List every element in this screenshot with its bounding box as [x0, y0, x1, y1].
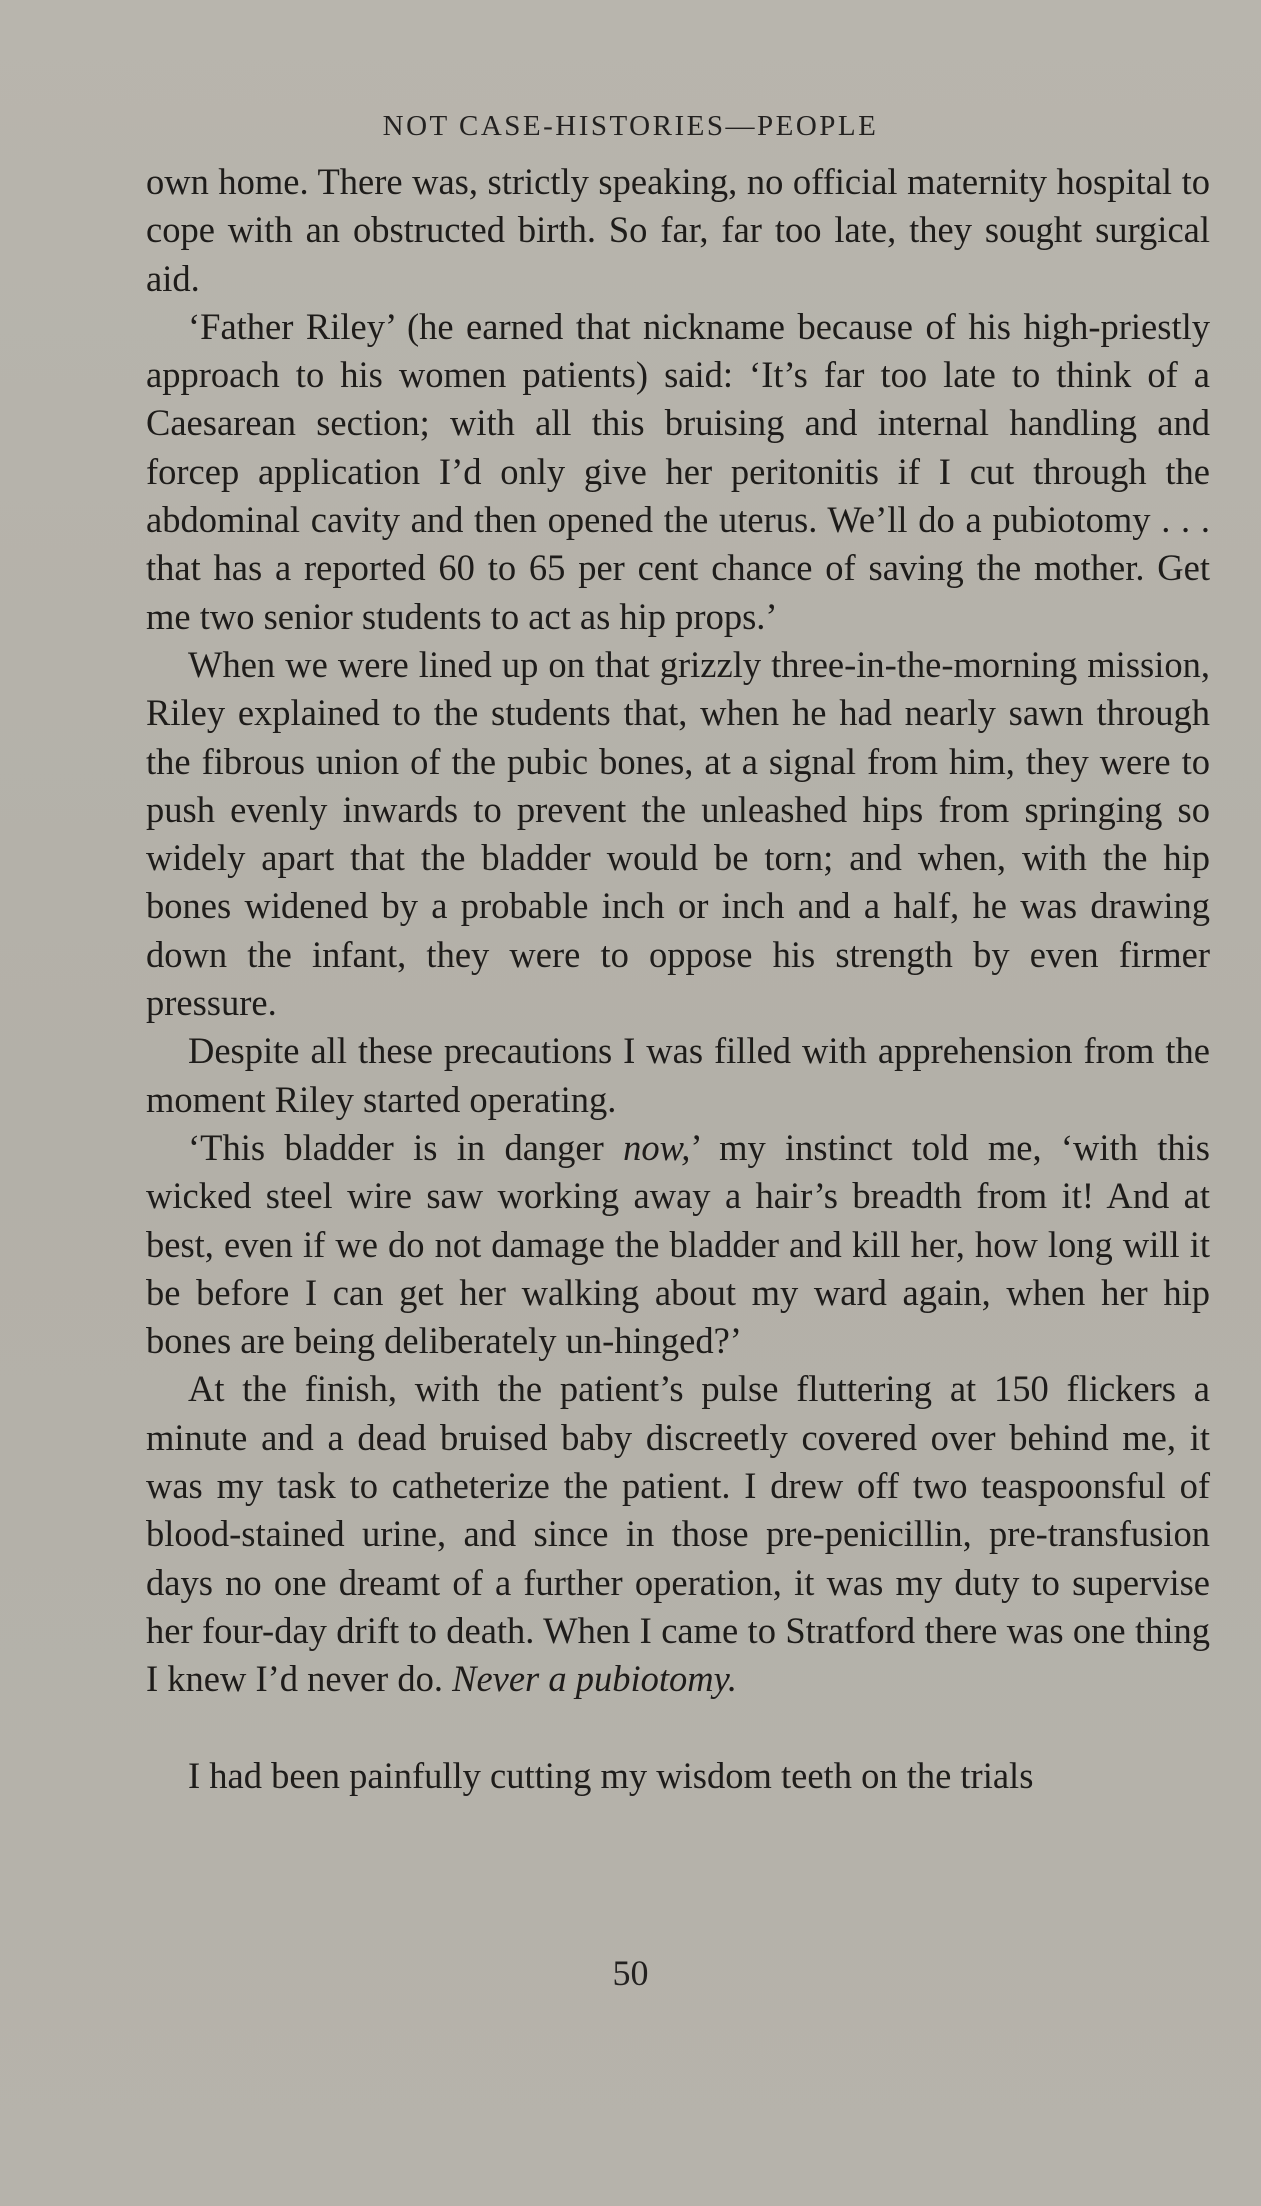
- paragraph-5-text-before: ‘This bladder is in danger: [188, 1126, 624, 1168]
- paragraph-2: ‘Father Riley’ (he earned that nickname because of his high-priestly approach to his women patients) said: ‘It’s far too late to think of a Caesarean section; with all this bruising and internal handling and forcep application I’d only give her peritonitis if I cut through the abdominal cavity and then opened the uterus. We’ll do a pubiotomy . . . that has a reported 60 to 65 per cent chance of saving the mother. Get me two senior students to act as hip props.’: [146, 305, 1210, 637]
- paragraph-1: own home. There was, strictly speaking, no official maternity hospital to cope with an obstructed birth. So far, far too late, they sought surgical aid.: [146, 161, 1210, 299]
- paragraph-6-text-before: At the finish, with the patient’s pulse fluttering at 150 flickers a minute and a dead bruised baby discreetly covered over behind me, it was my task to catheterize the patient. I drew off two teaspoonsful of blood-stained urine, and since in those pre-penicillin, pre-transfusion days no one dreamt of a further operation, it was my duty to supervise her four-day drift to death. When I came to Stratford there was one thing I knew I’d never do.: [146, 1368, 1210, 1700]
- running-head: NOT CASE-HISTORIES—PEOPLE: [382, 110, 879, 142]
- paragraph-7: I had been painfully cutting my wisdom teeth on the trials: [188, 1754, 1034, 1796]
- body-text: [146, 158, 1210, 1800]
- paragraph-5-text-after: ’ my instinct told me, ‘with this wicked steel wire saw working away a hair’s breadth from it! And at best, even if we do not damage the bladder and kill her, how long will it be before I can get her walking about my ward again, when her hip bones are being deliberately un-hinged?’: [146, 1126, 1210, 1362]
- paragraph-5-italic: now,: [623, 1126, 691, 1168]
- paragraph-3: When we were lined up on that grizzly three-in-the-morning mission, Riley explained to the students that, when he had nearly sawn through the fibrous union of the pubic bones, at a signal from him, they were to push evenly inwards to prevent the unleashed hips from springing so widely apart that the bladder would be torn; and when, with the hip bones widened by a probable inch or inch and a half, he was drawing down the infant, they were to oppose his strength by even firmer pressure.: [146, 643, 1210, 1024]
- paragraph-6: [146, 1365, 1210, 1703]
- page-number: 50: [612, 1953, 649, 1993]
- paragraph-4: Despite all these precautions I was filled with apprehension from the moment Riley started operating.: [146, 1030, 1210, 1120]
- paragraph-5: [146, 1124, 1210, 1365]
- paragraph-6-italic: Never a pubiotomy.: [452, 1658, 737, 1700]
